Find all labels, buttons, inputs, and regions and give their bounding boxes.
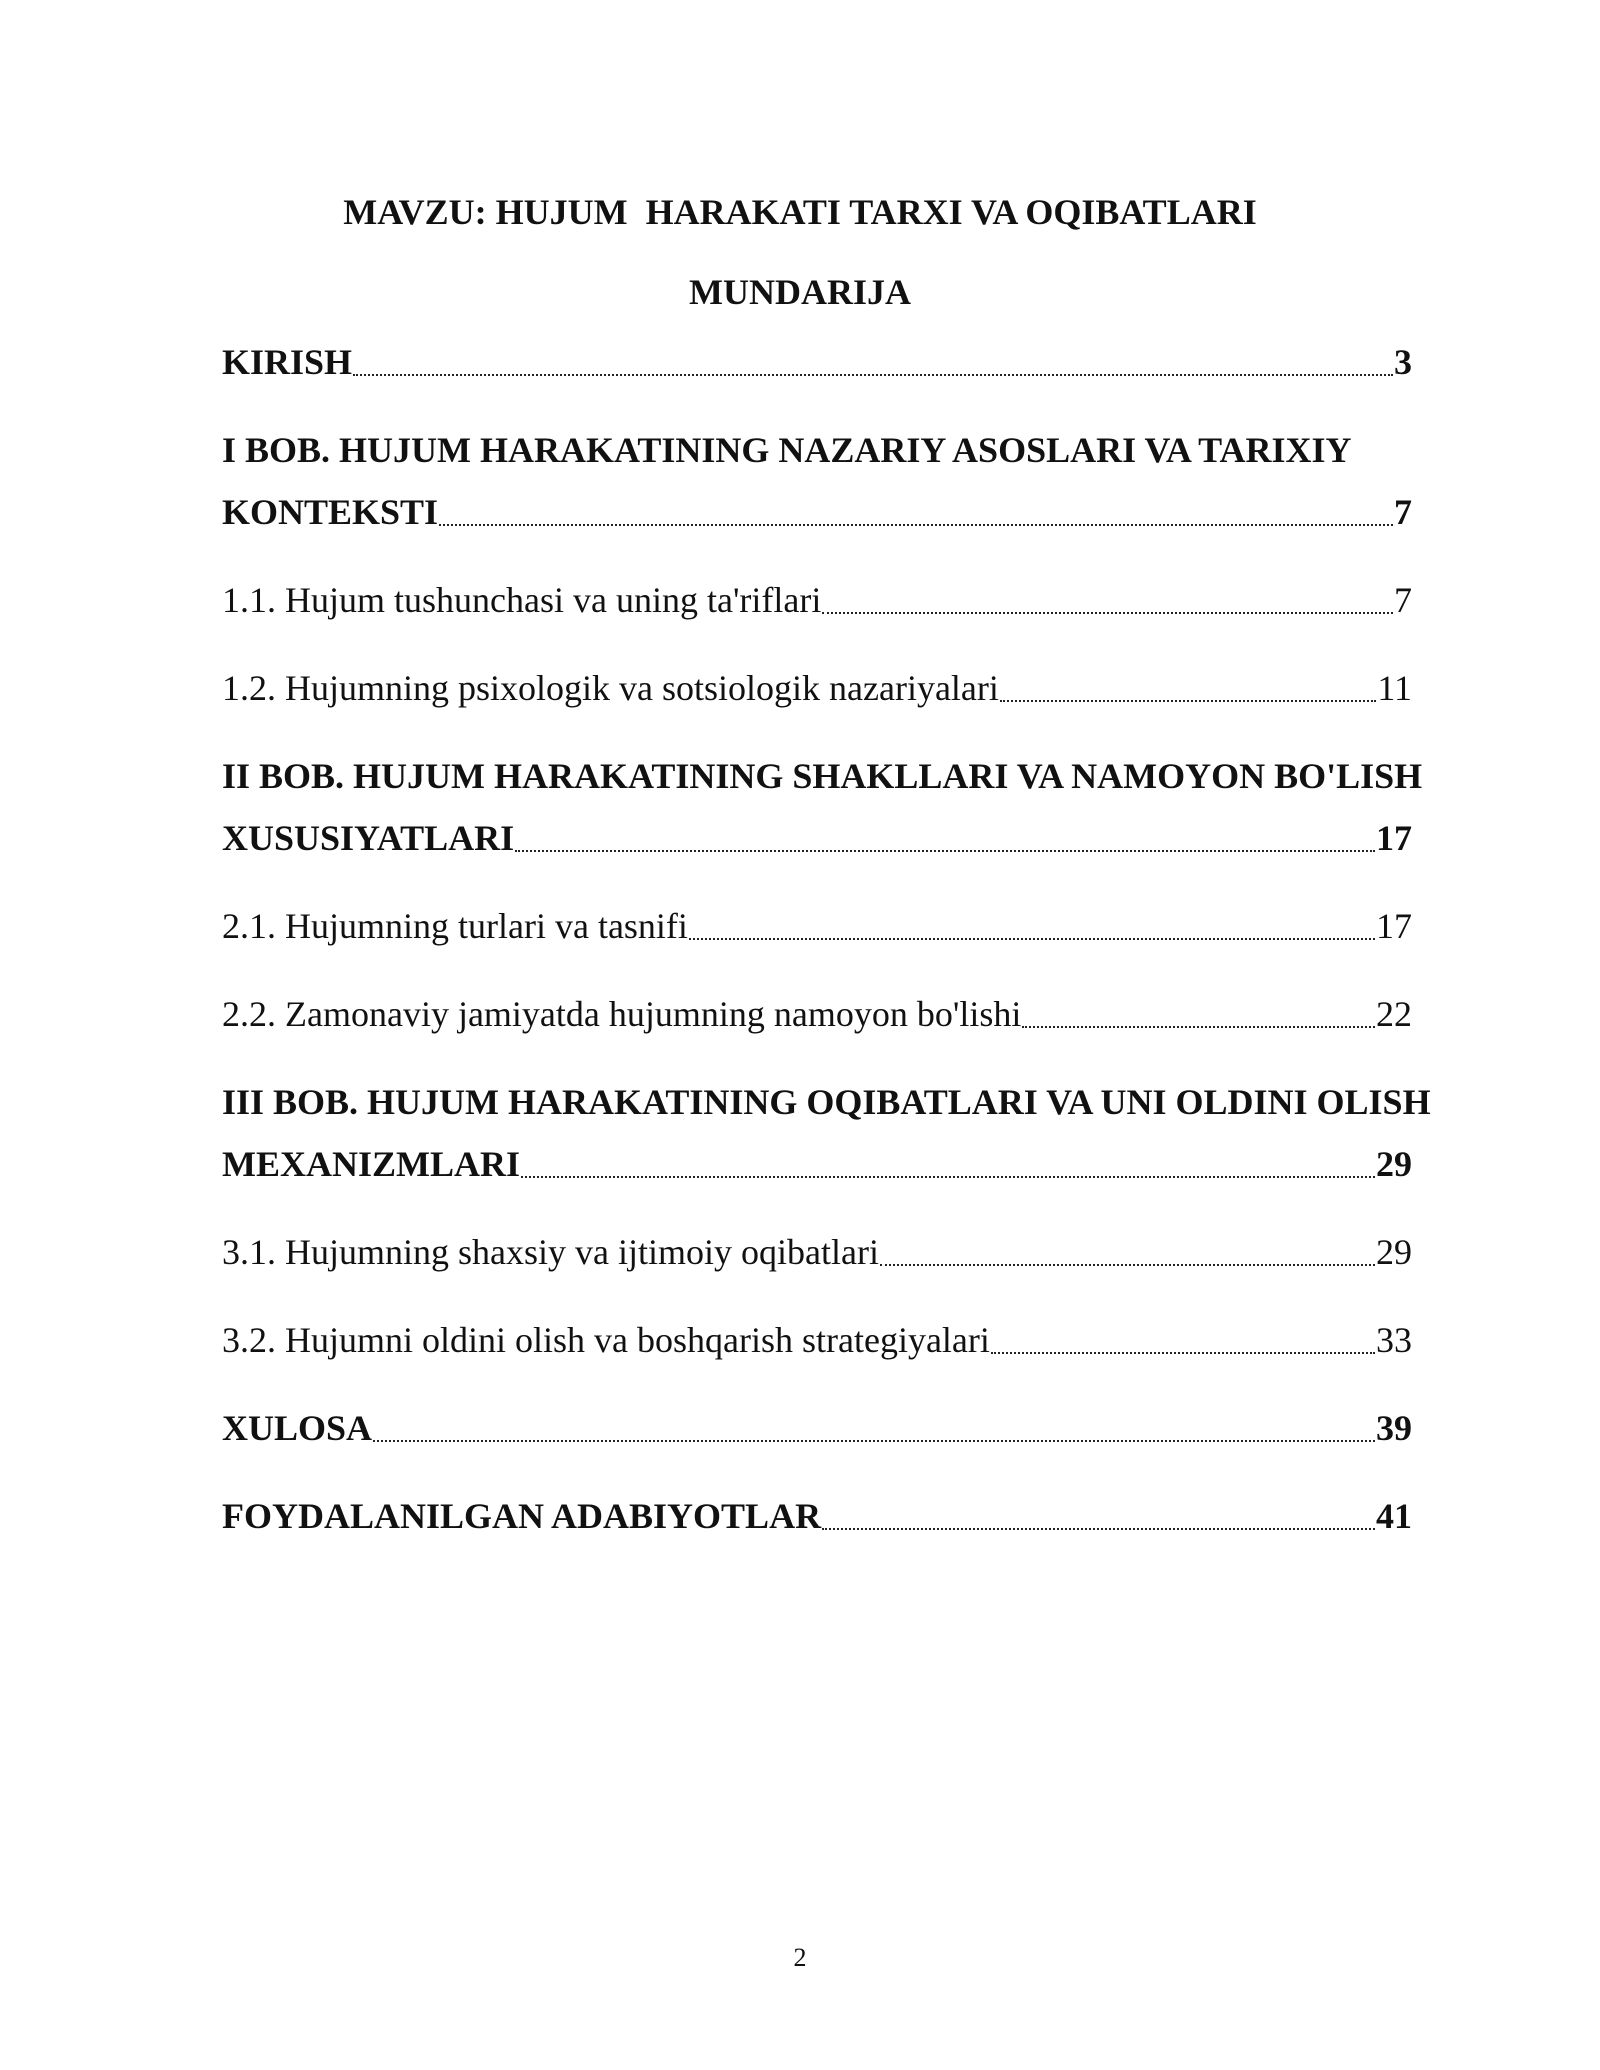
page-number: 2 <box>793 1943 807 1972</box>
toc-entry-label: 2.1. Hujumning turlari va tasnifi <box>222 906 688 946</box>
toc-entry-label: II BOB. HUJUM HARAKATINING SHAKLLARI VA NAMOYON BO'LISH <box>222 756 1423 796</box>
toc-entry-label: 2.2. Zamonaviy jamiyatda hujumning namoyon bo'lishi <box>222 994 1022 1034</box>
toc-leader-dots <box>822 612 1393 614</box>
toc-title: MUNDARIJA <box>689 272 911 312</box>
toc-entry-page: 17 <box>1376 818 1412 858</box>
toc-entry-section-2-1[interactable] <box>222 904 1412 948</box>
toc-entry-label: III BOB. HUJUM HARAKATINING OQIBATLARI VA UNI OLDINI OLISH <box>222 1082 1431 1122</box>
toc-leader-dots <box>1000 700 1376 702</box>
toc-entry-section-1-2[interactable] <box>222 666 1412 710</box>
toc-entry-page: 7 <box>1394 492 1412 532</box>
toc-leader-dots <box>1022 1026 1375 1028</box>
toc-entry-chapter-2[interactable] <box>222 816 1412 860</box>
toc-entry-label: I BOB. HUJUM HARAKATINING NAZARIY ASOSLARI VA TARIXIY <box>222 430 1352 470</box>
toc-leader-dots <box>880 1264 1375 1266</box>
toc-leader-dots <box>689 938 1375 940</box>
toc-entry-chapter-1[interactable] <box>222 490 1412 534</box>
toc-entry-kirish[interactable] <box>222 340 1412 384</box>
toc-entry-chapter-3-line1[interactable] <box>222 1080 1431 1124</box>
toc-entry-label: 3.1. Hujumning shaxsiy va ijtimoiy oqibatlari <box>222 1232 879 1272</box>
toc-entry-page: 29 <box>1376 1232 1412 1272</box>
toc-entry-section-3-1[interactable] <box>222 1230 1412 1274</box>
toc-entry-label: KONTEKSTI <box>222 492 439 532</box>
toc-leader-dots <box>439 524 1393 526</box>
toc-leader-dots <box>353 374 1393 376</box>
toc-entry-label: KIRISH <box>222 342 353 382</box>
toc-entry-chapter-1-line1[interactable] <box>222 428 1412 472</box>
toc-entry-xulosa[interactable] <box>222 1406 1412 1450</box>
toc-entry-section-3-2[interactable] <box>222 1318 1412 1362</box>
toc-entry-page: 41 <box>1376 1496 1412 1536</box>
toc-entry-page: 33 <box>1376 1320 1412 1360</box>
toc-entry-section-1-1[interactable] <box>222 578 1412 622</box>
toc-entry-page: 22 <box>1376 994 1412 1034</box>
toc-entry-label: MEXANIZMLARI <box>222 1144 521 1184</box>
table-of-contents <box>222 340 1431 1538</box>
toc-leader-dots <box>991 1352 1375 1354</box>
toc-leader-dots <box>515 850 1375 852</box>
toc-entry-label: XULOSA <box>222 1408 373 1448</box>
toc-entry-label: XUSUSIYATLARI <box>222 818 515 858</box>
toc-entry-label: 1.1. Hujum tushunchasi va uning ta'riflari <box>222 580 822 620</box>
topic-heading: MAVZU: HUJUM HARAKATI TARXI VA OQIBATLARI <box>343 192 1257 232</box>
toc-entry-chapter-3[interactable] <box>222 1142 1412 1186</box>
toc-entry-page: 29 <box>1376 1144 1412 1184</box>
toc-entry-page: 11 <box>1377 668 1412 708</box>
toc-entry-label: FOYDALANILGAN ADABIYOTLAR <box>222 1496 822 1536</box>
toc-entry-page: 7 <box>1394 580 1412 620</box>
toc-entry-page: 39 <box>1376 1408 1412 1448</box>
toc-leader-dots <box>373 1440 1375 1442</box>
toc-entry-references[interactable] <box>222 1494 1412 1538</box>
toc-entry-page: 17 <box>1376 906 1412 946</box>
toc-entry-page: 3 <box>1394 342 1412 382</box>
toc-entry-chapter-2-line1[interactable] <box>222 754 1423 798</box>
toc-entry-section-2-2[interactable] <box>222 992 1412 1036</box>
toc-leader-dots <box>822 1528 1375 1530</box>
toc-leader-dots <box>521 1176 1375 1178</box>
toc-entry-label: 1.2. Hujumning psixologik va sotsiologik nazariyalari <box>222 668 999 708</box>
toc-entry-label: 3.2. Hujumni oldini olish va boshqarish strategiyalari <box>222 1320 990 1360</box>
